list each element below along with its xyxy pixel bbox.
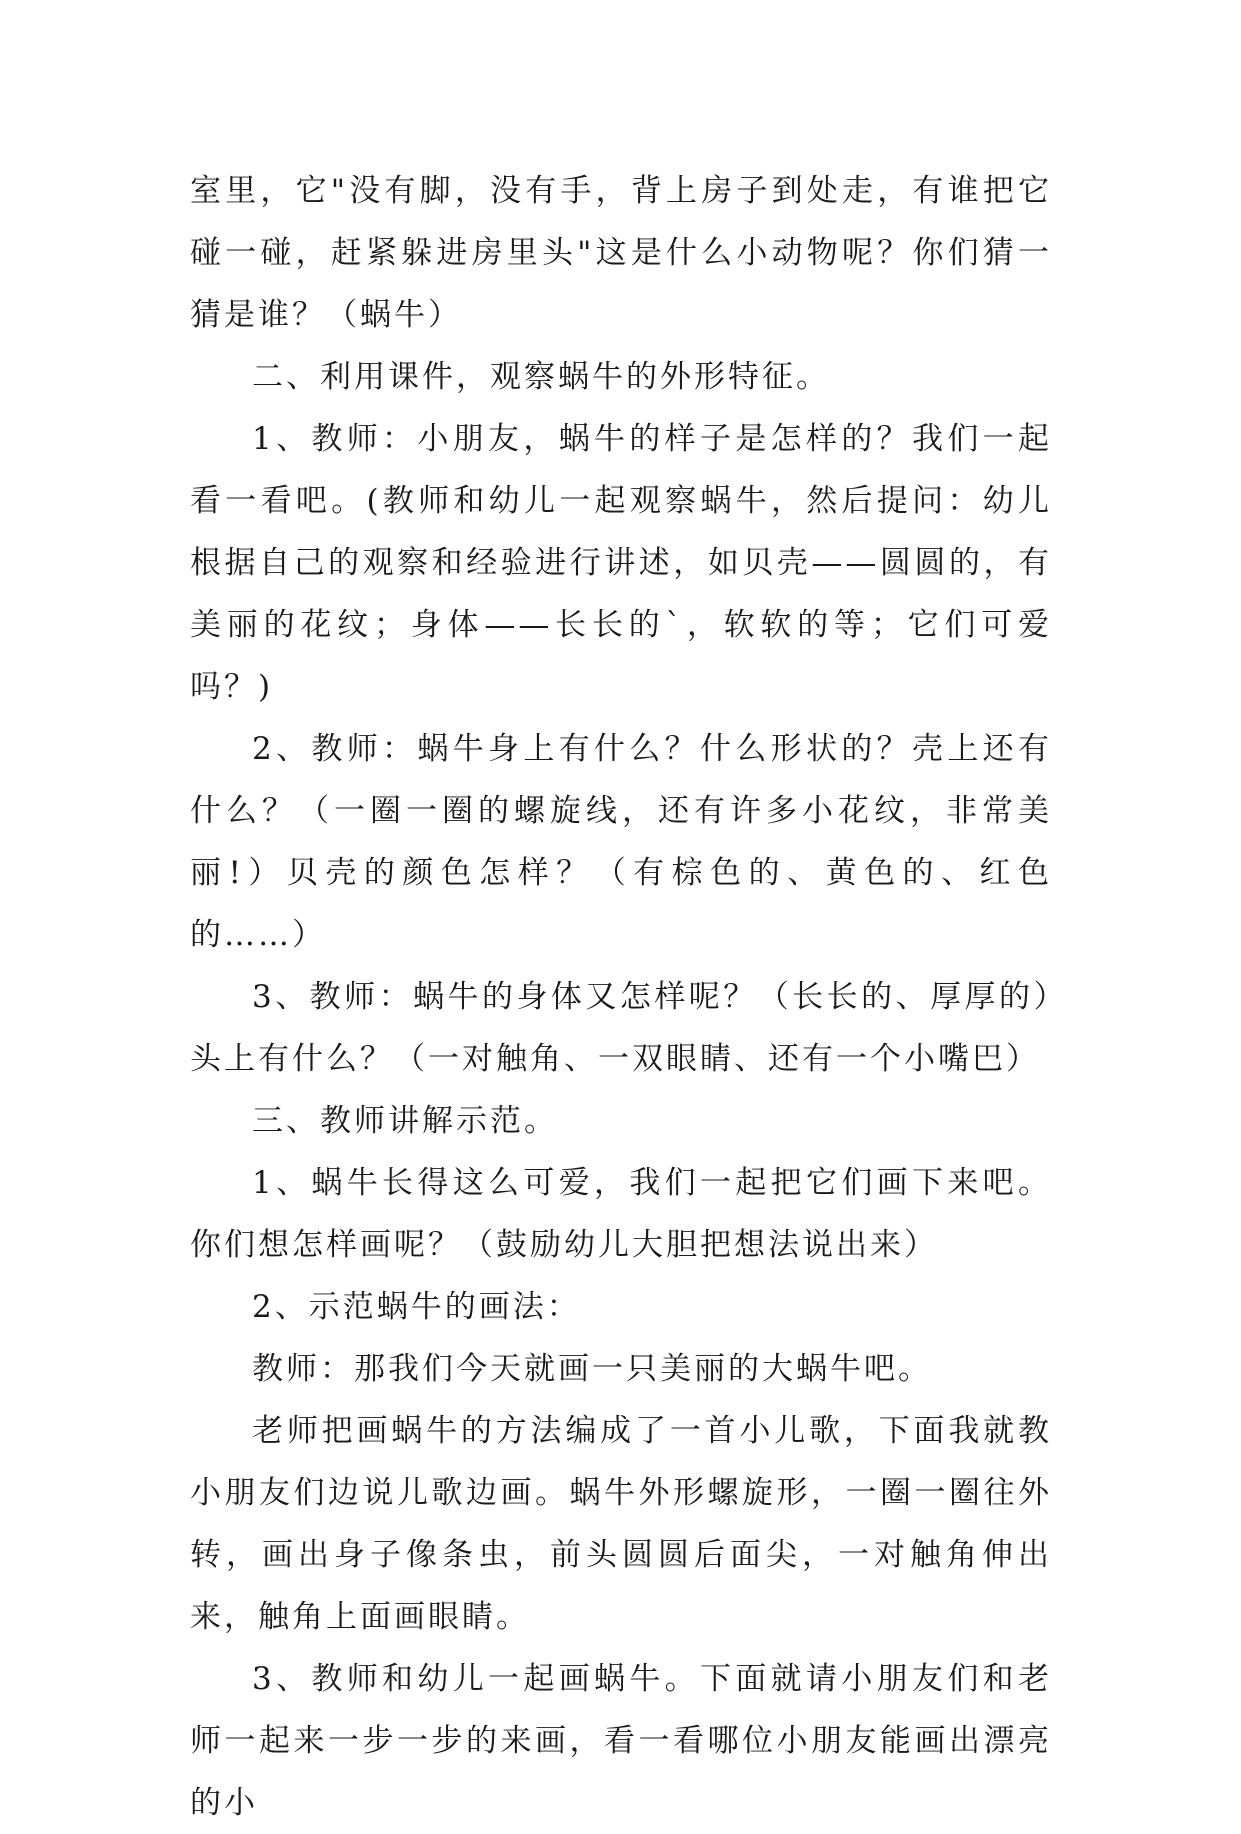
paragraph-5: 3、教师：蜗牛的身体又怎样呢？（长长的、厚厚的）头上有什么？（一对触角、一双眼睛、还有一个小嘴巴） [190, 979, 1052, 1077]
paragraph-10: 老师把画蜗牛的方法编成了一首小儿歌，下面我就教小朋友们边说儿歌边画。蜗牛外形螺旋形，一圈一圈往外转，画出身子像条虫，前头圆圆后面尖，一对触角伸出来，触角上面画眼睛。 [190, 1413, 1052, 1635]
paragraph-6: 三、教师讲解示范。 [252, 1103, 558, 1139]
paragraph-1: 室里，它"没有脚，没有手，背上房子到处走，有谁把它碰一碰，赶紧躲进房里头"这是什么小动物呢？你们猜一猜是谁？（蜗牛） [190, 173, 1052, 333]
paragraph-7: 1、蜗牛长得这么可爱，我们一起把它们画下来吧。你们想怎样画呢？（鼓励幼儿大胆把想法说出来） [190, 1165, 1052, 1263]
paragraph-11: 3、教师和幼儿一起画蜗牛。下面就请小朋友们和老师一起来一步一步的来画，看一看哪位小朋友能画出漂亮的小 [190, 1661, 1052, 1821]
paragraph-9: 教师：那我们今天就画一只美丽的大蜗牛吧。 [252, 1351, 932, 1387]
document-body [190, 160, 1052, 1834]
paragraph-4: 2、教师：蜗牛身上有什么？什么形状的？壳上还有什么？（一圈一圈的螺旋线，还有许多小花纹，非常美丽!）贝壳的颜色怎样？（有棕色的、黄色的、红色的……） [190, 731, 1052, 953]
paragraph-3: 1、教师：小朋友，蜗牛的样子是怎样的？我们一起看一看吧。(教师和幼儿一起观察蜗牛，然后提问：幼儿根据自己的观察和经验进行讲述，如贝壳——圆圆的，有美丽的花纹；身体——长长的`，软软的等；它们可爱吗？) [190, 421, 1052, 705]
paragraph-8: 2、示范蜗牛的画法： [252, 1289, 581, 1325]
paragraph-2: 二、利用课件，观察蜗牛的外形特征。 [252, 359, 830, 395]
